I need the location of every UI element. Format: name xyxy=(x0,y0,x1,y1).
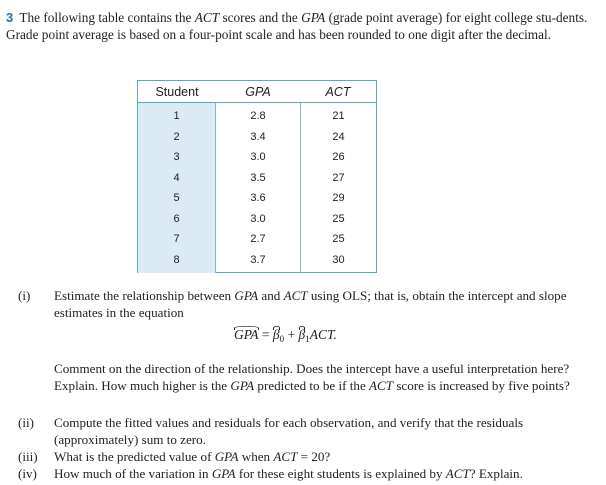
q-gpa: GPA xyxy=(234,288,259,303)
intro-text: (grade point average) for eight college stu-dents. Grade point average is based on a four-point scale and has been rounded to one digit after the decimal. xyxy=(6,10,588,43)
header-student: Student xyxy=(155,84,199,99)
intro-text: scores and the xyxy=(219,10,302,25)
table-cell: 3.0 xyxy=(250,151,266,164)
q-text: Estimate the relationship between xyxy=(54,288,235,303)
question-i-continued xyxy=(6,360,602,394)
question-iv xyxy=(6,465,602,482)
table-header xyxy=(138,81,376,103)
table-cell: 2.8 xyxy=(250,110,266,123)
eq-plus: + xyxy=(284,327,299,342)
table-cell: 26 xyxy=(332,151,345,164)
intro-act: ACT xyxy=(194,10,220,25)
q-text: = 20? xyxy=(297,449,331,464)
intro-text: The following table contains the xyxy=(19,10,195,25)
table-cell: 21 xyxy=(332,110,345,123)
table-cell: 2.7 xyxy=(250,233,266,246)
table-cell: 3.4 xyxy=(250,130,266,143)
table-cell: 30 xyxy=(332,253,345,266)
problem-intro xyxy=(6,9,602,44)
q-text: for these eight students is explained by xyxy=(235,466,446,481)
question-label: (iv) xyxy=(18,466,37,481)
question-text xyxy=(54,448,602,465)
table-cell: 3.7 xyxy=(250,253,266,266)
eq-sub: 1 xyxy=(305,334,310,344)
gpa-column xyxy=(216,103,300,273)
q-text: Comment on the direction of the relationship. Does the intercept have a useful interpretation here? Explain. How much higher is the xyxy=(54,361,570,393)
table-cell: 4 xyxy=(173,171,180,184)
table-cell: 27 xyxy=(332,171,345,184)
table-cell: 8 xyxy=(173,253,180,266)
ols-equation xyxy=(234,327,337,344)
question-ii xyxy=(6,414,602,448)
student-column xyxy=(138,103,216,273)
q-text: ? Explain. xyxy=(469,466,523,481)
q-gpa: GPA xyxy=(230,378,255,393)
beta-symbol: β xyxy=(298,327,306,342)
q-text: predicted to be if the xyxy=(254,378,370,393)
header-act-text: ACT xyxy=(325,84,351,99)
question-text xyxy=(54,287,602,321)
q-text: How much of the variation in xyxy=(54,466,212,481)
data-table xyxy=(137,80,377,273)
beta-symbol: β xyxy=(272,327,280,342)
table-cell: 3 xyxy=(173,151,180,164)
q-text: score is increased by five points? xyxy=(393,378,570,393)
q-act: ACT xyxy=(273,449,298,464)
eq-beta0 xyxy=(273,327,280,343)
question-label: (iii) xyxy=(18,449,38,464)
table-cell: 29 xyxy=(332,192,345,205)
q-text: using OLS; that is, obtain the intercept and slope estimates in the equation xyxy=(54,288,567,320)
eq-equals: = xyxy=(258,327,273,342)
eq-sub: 0 xyxy=(279,334,285,344)
eq-beta1 xyxy=(299,327,306,343)
table-body xyxy=(138,103,376,273)
q-act: ACT xyxy=(445,466,470,481)
table-cell: 3.0 xyxy=(250,212,266,225)
table-cell: 1 xyxy=(173,110,180,123)
header-gpa xyxy=(216,81,300,102)
table-cell: 6 xyxy=(173,212,180,225)
table-cell: 5 xyxy=(173,192,180,205)
q-text: when xyxy=(238,449,274,464)
table-cell: 7 xyxy=(173,233,180,246)
question-text: Compute the fitted values and residuals for each observation, and verify that the residuals (approximately) sum to zero. xyxy=(54,415,524,447)
q-text: and xyxy=(258,288,284,303)
question-text xyxy=(54,360,602,394)
question-label: (i) xyxy=(18,288,31,303)
table-cell: 3.5 xyxy=(250,171,266,184)
q-act: ACT xyxy=(369,378,394,393)
eq-act: ACT. xyxy=(309,327,337,342)
intro-gpa: GPA xyxy=(301,10,326,25)
question-iii xyxy=(6,448,602,465)
q-text: What is the predicted value of xyxy=(54,449,215,464)
table-cell: 3.6 xyxy=(250,192,266,205)
q-gpa: GPA xyxy=(214,449,239,464)
table-cell: 24 xyxy=(332,130,345,143)
q-act: ACT xyxy=(283,288,308,303)
table-cell: 2 xyxy=(173,130,180,143)
table-cell: 25 xyxy=(332,212,345,225)
question-i xyxy=(6,287,602,321)
act-column xyxy=(300,103,376,273)
question-label: (ii) xyxy=(18,415,34,430)
question-text xyxy=(54,465,602,482)
q-gpa: GPA xyxy=(211,466,236,481)
header-gpa-text: GPA xyxy=(245,84,271,99)
table-cell: 25 xyxy=(332,233,345,246)
eq-lhs: GPA xyxy=(234,327,259,342)
header-act xyxy=(300,81,376,102)
problem-number: 3 xyxy=(6,10,14,25)
